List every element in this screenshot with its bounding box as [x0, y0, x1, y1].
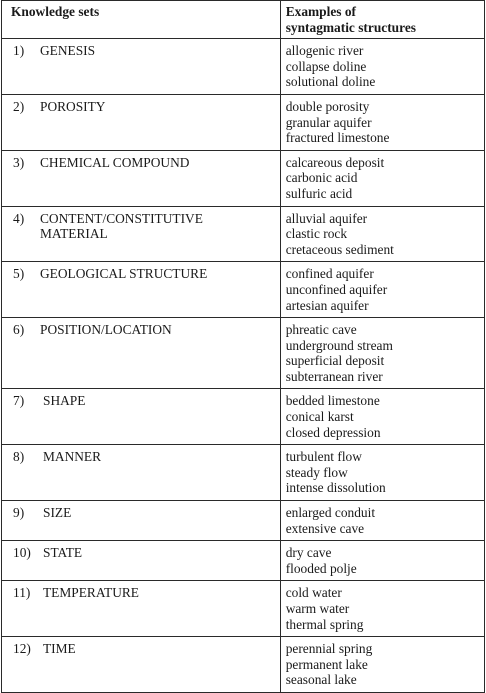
- examples-cell: [280, 581, 484, 637]
- example-structure: bedded limestone: [285, 393, 380, 409]
- example-structure: clastic rock: [285, 226, 348, 242]
- knowledge-set-number: 6): [13, 322, 25, 338]
- knowledge-set-label: CONTENT/CONSTITUTIVE MATERIAL: [40, 210, 203, 242]
- example-structure: conical karst: [285, 409, 354, 425]
- table-row: [2, 150, 485, 206]
- examples-cell: [280, 541, 484, 581]
- examples-cell: [280, 94, 484, 150]
- table-row: [2, 39, 485, 95]
- knowledge-set-cell: [2, 445, 281, 501]
- table-row: [2, 94, 485, 150]
- example-structure: turbulent flow: [285, 449, 362, 465]
- example-structure: seasonal lake: [285, 672, 357, 688]
- table-body: [2, 39, 485, 693]
- knowledge-set-cell: [2, 150, 281, 206]
- example-structure: alluvial aquifer: [285, 210, 368, 226]
- knowledge-set-label: MANNER: [43, 449, 102, 465]
- knowledge-set-label: GENESIS: [40, 43, 96, 59]
- example-structure: carbonic acid: [285, 170, 358, 186]
- knowledge-set-label: POSITION/LOCATION: [40, 322, 172, 338]
- example-structure: cold water: [285, 585, 342, 601]
- knowledge-set-label: SIZE: [43, 505, 72, 521]
- knowledge-set-number: 4): [13, 210, 25, 226]
- example-structure: cretaceous sediment: [285, 241, 394, 257]
- knowledge-set-cell: [2, 501, 281, 541]
- knowledge-set-label: TIME: [43, 641, 76, 657]
- table-row: [2, 541, 485, 581]
- examples-cell: [280, 262, 484, 318]
- knowledge-set-number: 2): [13, 98, 25, 114]
- example-structure: warm water: [285, 601, 350, 616]
- example-structure: sulfuric acid: [285, 185, 353, 201]
- example-structure: double porosity: [285, 98, 370, 114]
- knowledge-set-number: 12): [13, 641, 31, 657]
- table-row: [2, 206, 485, 262]
- header-examples: [280, 1, 484, 39]
- example-structure: steady flow: [285, 464, 348, 480]
- table-row: [2, 637, 485, 693]
- knowledge-set-cell: [2, 637, 281, 693]
- knowledge-set-number: 3): [13, 154, 25, 170]
- example-structure: allogenic river: [285, 43, 364, 59]
- example-structure: underground stream: [285, 337, 393, 353]
- example-structure: thermal spring: [285, 616, 364, 632]
- examples-cell: [280, 39, 484, 95]
- table-row: [2, 581, 485, 637]
- knowledge-set-cell: [2, 581, 281, 637]
- examples-cell: [280, 501, 484, 541]
- knowledge-set-cell: [2, 94, 281, 150]
- table-row: [2, 262, 485, 318]
- knowledge-set-number: 9): [13, 505, 25, 521]
- example-structure: enlarged conduit: [285, 505, 376, 521]
- example-structure: collapse doline: [285, 58, 367, 74]
- knowledge-set-cell: [2, 262, 281, 318]
- examples-cell: [280, 206, 484, 262]
- examples-cell: [280, 150, 484, 206]
- knowledge-set-number: 1): [13, 43, 25, 59]
- example-structure: extensive cave: [285, 520, 365, 536]
- example-structure: subterranean river: [285, 368, 383, 384]
- example-structure: dry cave: [285, 545, 332, 561]
- examples-cell: [280, 637, 484, 693]
- header-examples-line2: syntagmatic structures: [285, 19, 416, 35]
- knowledge-set-label: CHEMICAL COMPOUND: [40, 154, 190, 170]
- table-header-row: [2, 1, 485, 39]
- table-row: [2, 445, 485, 501]
- examples-cell: [280, 389, 484, 445]
- example-structure: superficial deposit: [285, 353, 385, 369]
- example-structure: unconfined aquifer: [285, 281, 388, 297]
- example-structure: phreatic cave: [285, 322, 357, 338]
- knowledge-set-label: GEOLOGICAL STRUCTURE: [40, 266, 208, 282]
- knowledge-set-number: 11): [13, 585, 31, 601]
- example-structure: fractured limestone: [285, 130, 390, 146]
- knowledge-set-label: SHAPE: [43, 393, 86, 409]
- examples-cell: [280, 318, 484, 389]
- example-structure: calcareous deposit: [285, 154, 385, 170]
- table-row: [2, 389, 485, 445]
- table-row: [2, 318, 485, 389]
- example-structure: confined aquifer: [285, 266, 374, 282]
- knowledge-set-number: 5): [13, 266, 25, 282]
- example-structure: flooded polje: [285, 560, 357, 576]
- example-structure: granular aquifer: [285, 114, 372, 130]
- knowledge-set-number: 7): [13, 393, 25, 409]
- example-structure: permanent lake: [285, 656, 368, 672]
- knowledge-set-label: TEMPERATURE: [43, 585, 139, 601]
- knowledge-set-cell: [2, 39, 281, 95]
- knowledge-set-cell: [2, 389, 281, 445]
- knowledge-set-number: 10): [13, 545, 31, 561]
- table-row: [2, 501, 485, 541]
- examples-cell: [280, 445, 484, 501]
- example-structure: closed depression: [285, 424, 381, 440]
- example-structure: perennial spring: [285, 641, 373, 657]
- header-examples-line1: Examples of: [285, 4, 356, 19]
- example-structure: artesian aquifer: [285, 297, 369, 313]
- knowledge-set-number: 8): [13, 449, 25, 465]
- knowledge-set-cell: [2, 541, 281, 581]
- knowledge-set-cell: [2, 206, 281, 262]
- example-structure: intense dissolution: [285, 480, 386, 496]
- knowledge-set-cell: [2, 318, 281, 389]
- knowledge-set-label: POROSITY: [40, 98, 106, 114]
- example-structure: solutional doline: [285, 74, 376, 90]
- knowledge-sets-table: [1, 0, 485, 693]
- knowledge-set-label: STATE: [43, 545, 83, 561]
- header-knowledge-sets: Knowledge sets: [2, 1, 281, 39]
